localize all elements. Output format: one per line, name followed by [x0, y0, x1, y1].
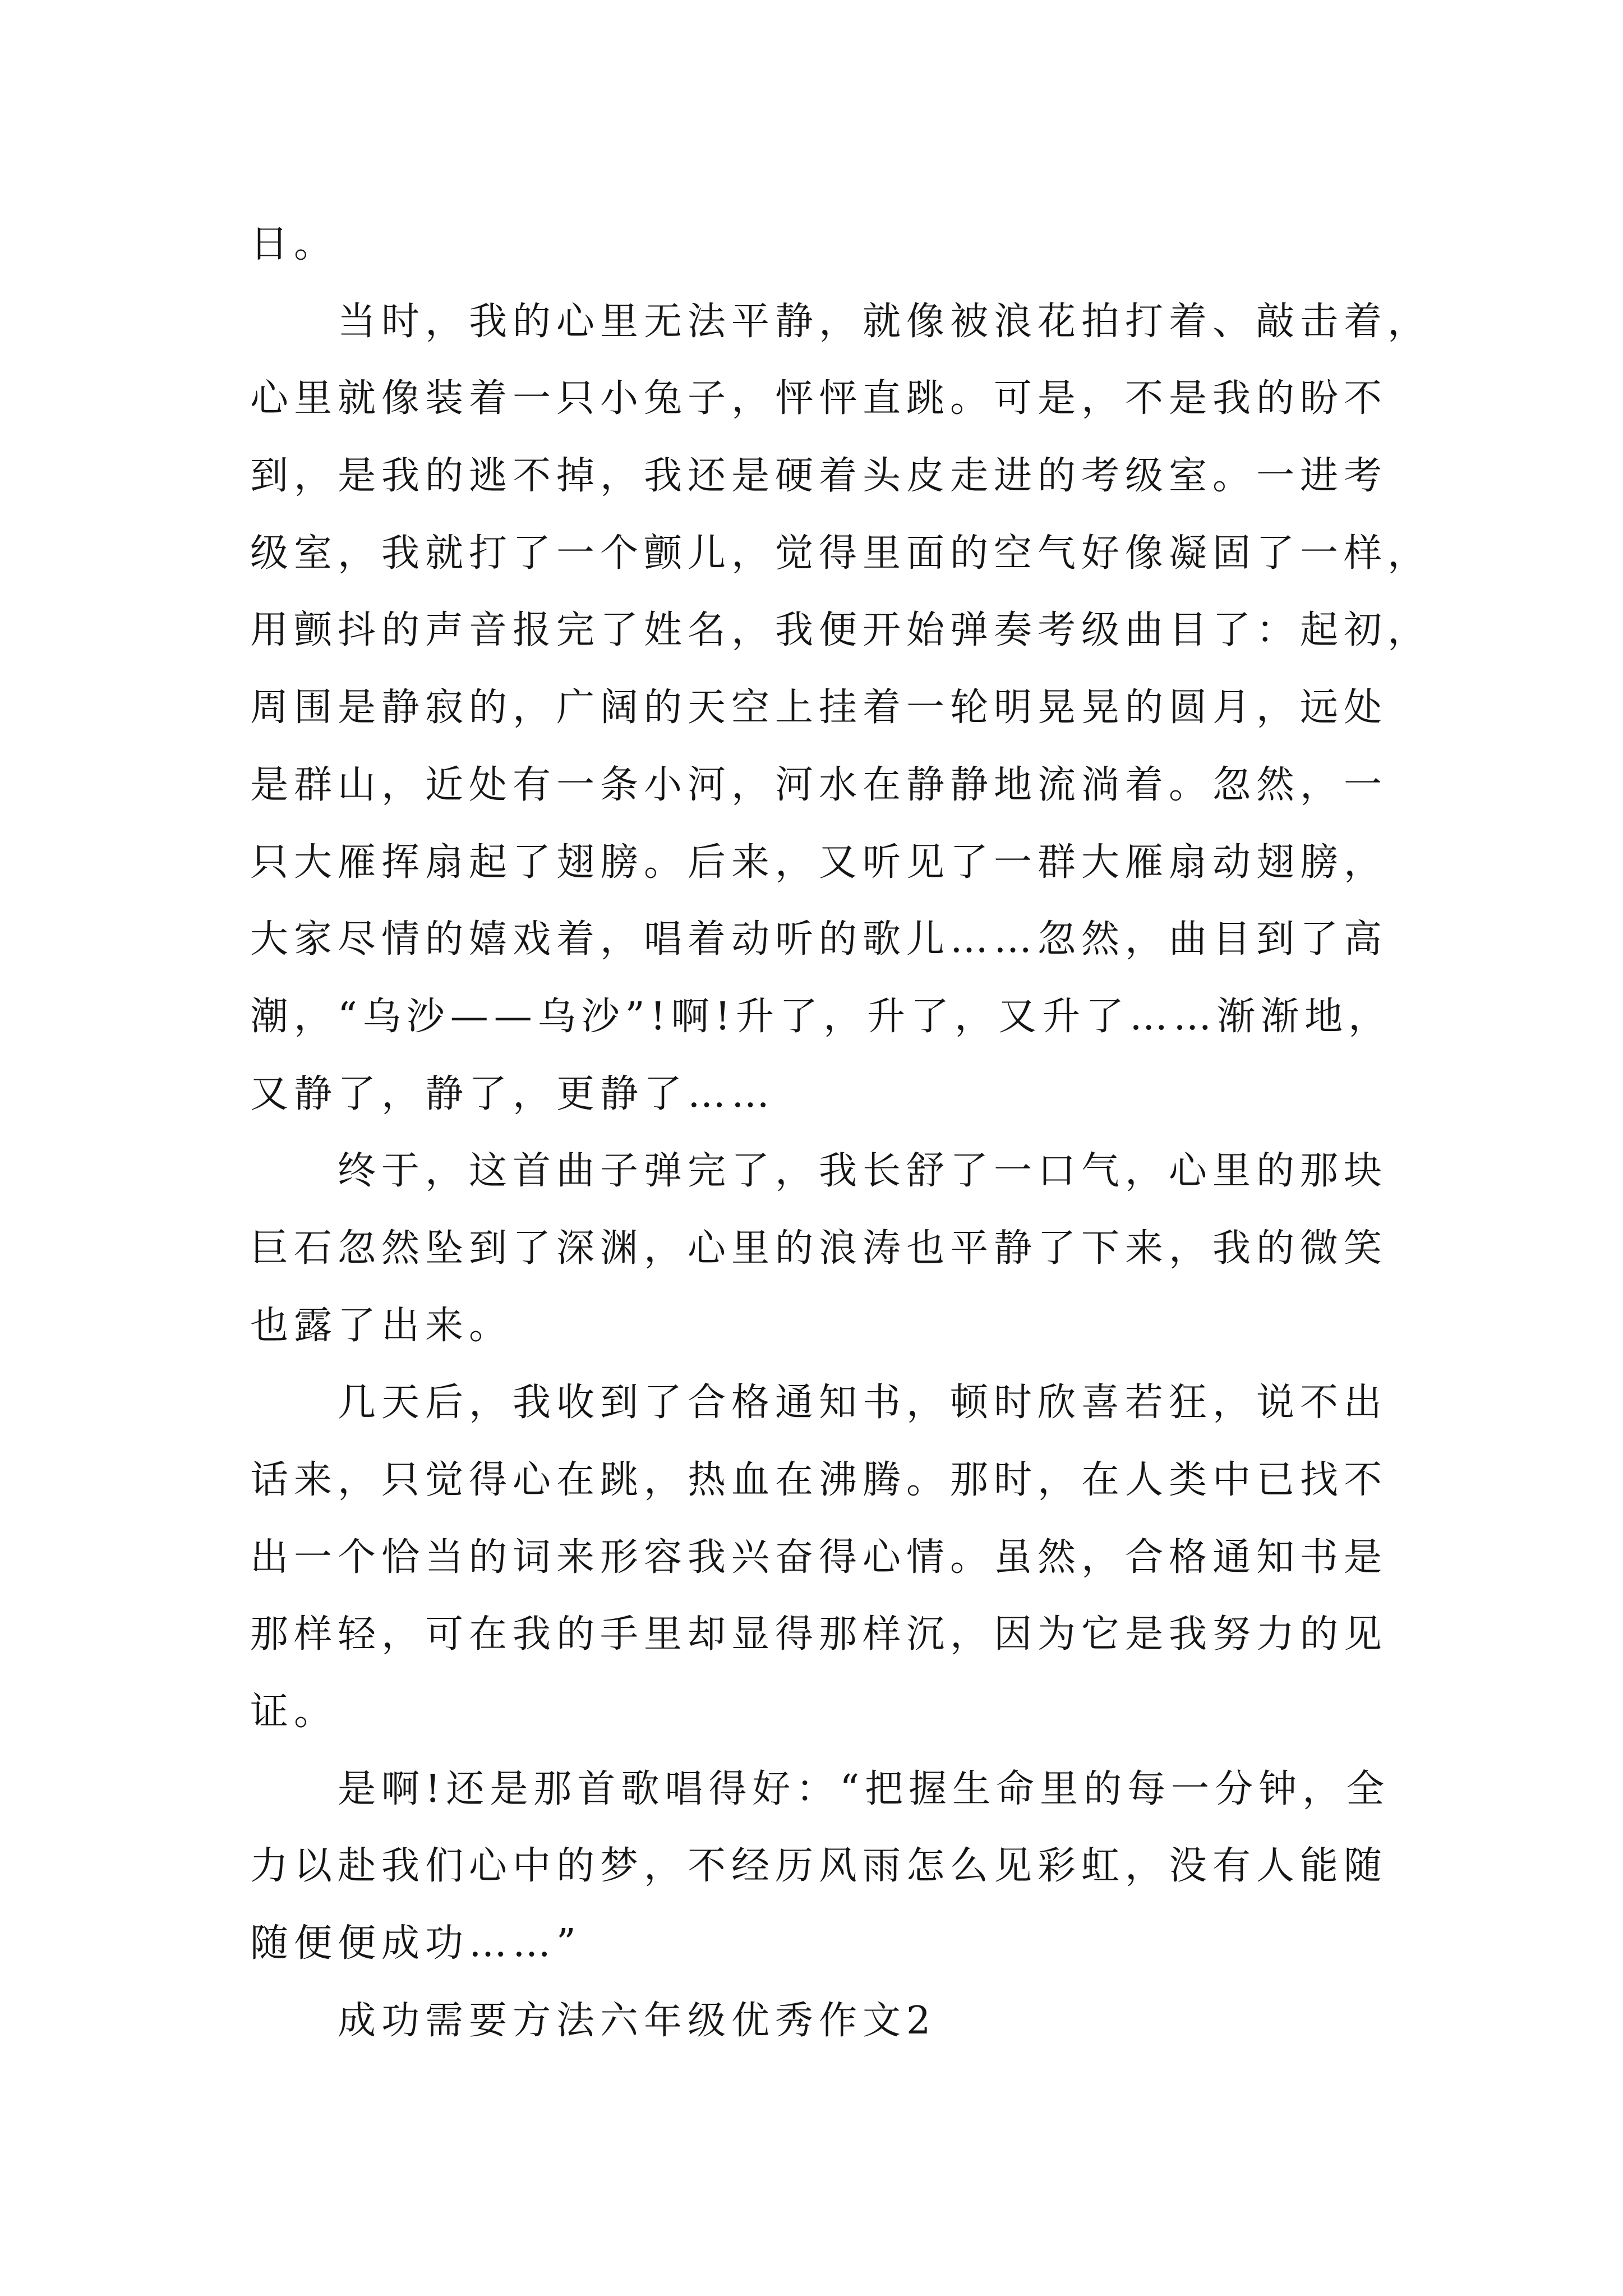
text-line: 用颤抖的声音报完了姓名，我便开始弹奏考级曲目了：起初，	[250, 608, 1432, 653]
text-line: 出一个恰当的词来形容我兴奋得心情。虽然，合格通知书是	[250, 1535, 1388, 1580]
document-page	[250, 206, 1432, 2060]
text-line: 周围是静寂的，广阔的天空上挂着一轮明晃晃的圆月，远处	[250, 685, 1388, 730]
text-line: 到，是我的逃不掉，我还是硬着头皮走进的考级室。一进考	[250, 454, 1388, 499]
paragraph	[250, 1364, 1392, 1750]
text-line: 心里就像装着一只小兔子，怦怦直跳。可是，不是我的盼不	[250, 376, 1388, 421]
text-line: 又静了，静了，更静了……	[250, 1071, 776, 1116]
text-line: 话来，只觉得心在跳，热血在沸腾。那时，在人类中已找不	[250, 1458, 1388, 1502]
text-line: 终于，这首曲子弹完了，我长舒了一口气，心里的那块	[338, 1149, 1388, 1194]
text-line: 潮，“乌沙——乌沙”!啊!升了，升了，又升了……渐渐地，	[250, 994, 1393, 1039]
text-line: 级室，我就打了一个颤儿，觉得里面的空气好像凝固了一样，	[250, 531, 1432, 576]
paragraph	[250, 283, 1432, 1133]
text-line: 证。	[250, 1690, 338, 1734]
text-line: 力以赴我们心中的梦，不经历风雨怎么见彩虹，没有人能随	[250, 1844, 1388, 1889]
text-line: 是啊!还是那首歌唱得好：“把握生命里的每一分钟，全	[338, 1766, 1390, 1811]
text-line: 日。	[250, 222, 338, 266]
text-line: 是群山，近处有一条小河，河水在静静地流淌着。忽然，一	[250, 762, 1388, 807]
text-line: 只大雁挥扇起了翅膀。后来，又听见了一群大雁扇动翅膀，	[250, 840, 1388, 885]
text-line: 当时，我的心里无法平静，就像被浪花拍打着、敲击着，	[338, 299, 1432, 344]
essay-title-text: 成功需要方法六年级优秀作文2	[338, 1998, 937, 2043]
text-line: 随便便成功……”	[250, 1921, 582, 1966]
text-line: 几天后，我收到了合格通知书，顿时欣喜若狂，说不出	[338, 1381, 1388, 1425]
text-line: 巨石忽然坠到了深渊，心里的浪涛也平静了下来，我的微笑	[250, 1226, 1388, 1271]
paragraph	[250, 1751, 1392, 1982]
text-line: 也露了出来。	[250, 1303, 513, 1348]
paragraph	[250, 206, 1392, 283]
essay-title	[250, 1982, 1392, 2060]
paragraph	[250, 1133, 1392, 1364]
text-line: 那样轻，可在我的手里却显得那样沉，因为它是我努力的见	[250, 1612, 1388, 1657]
text-line: 大家尽情的嬉戏着，唱着动听的歌儿……忽然，曲目到了高	[250, 917, 1388, 962]
